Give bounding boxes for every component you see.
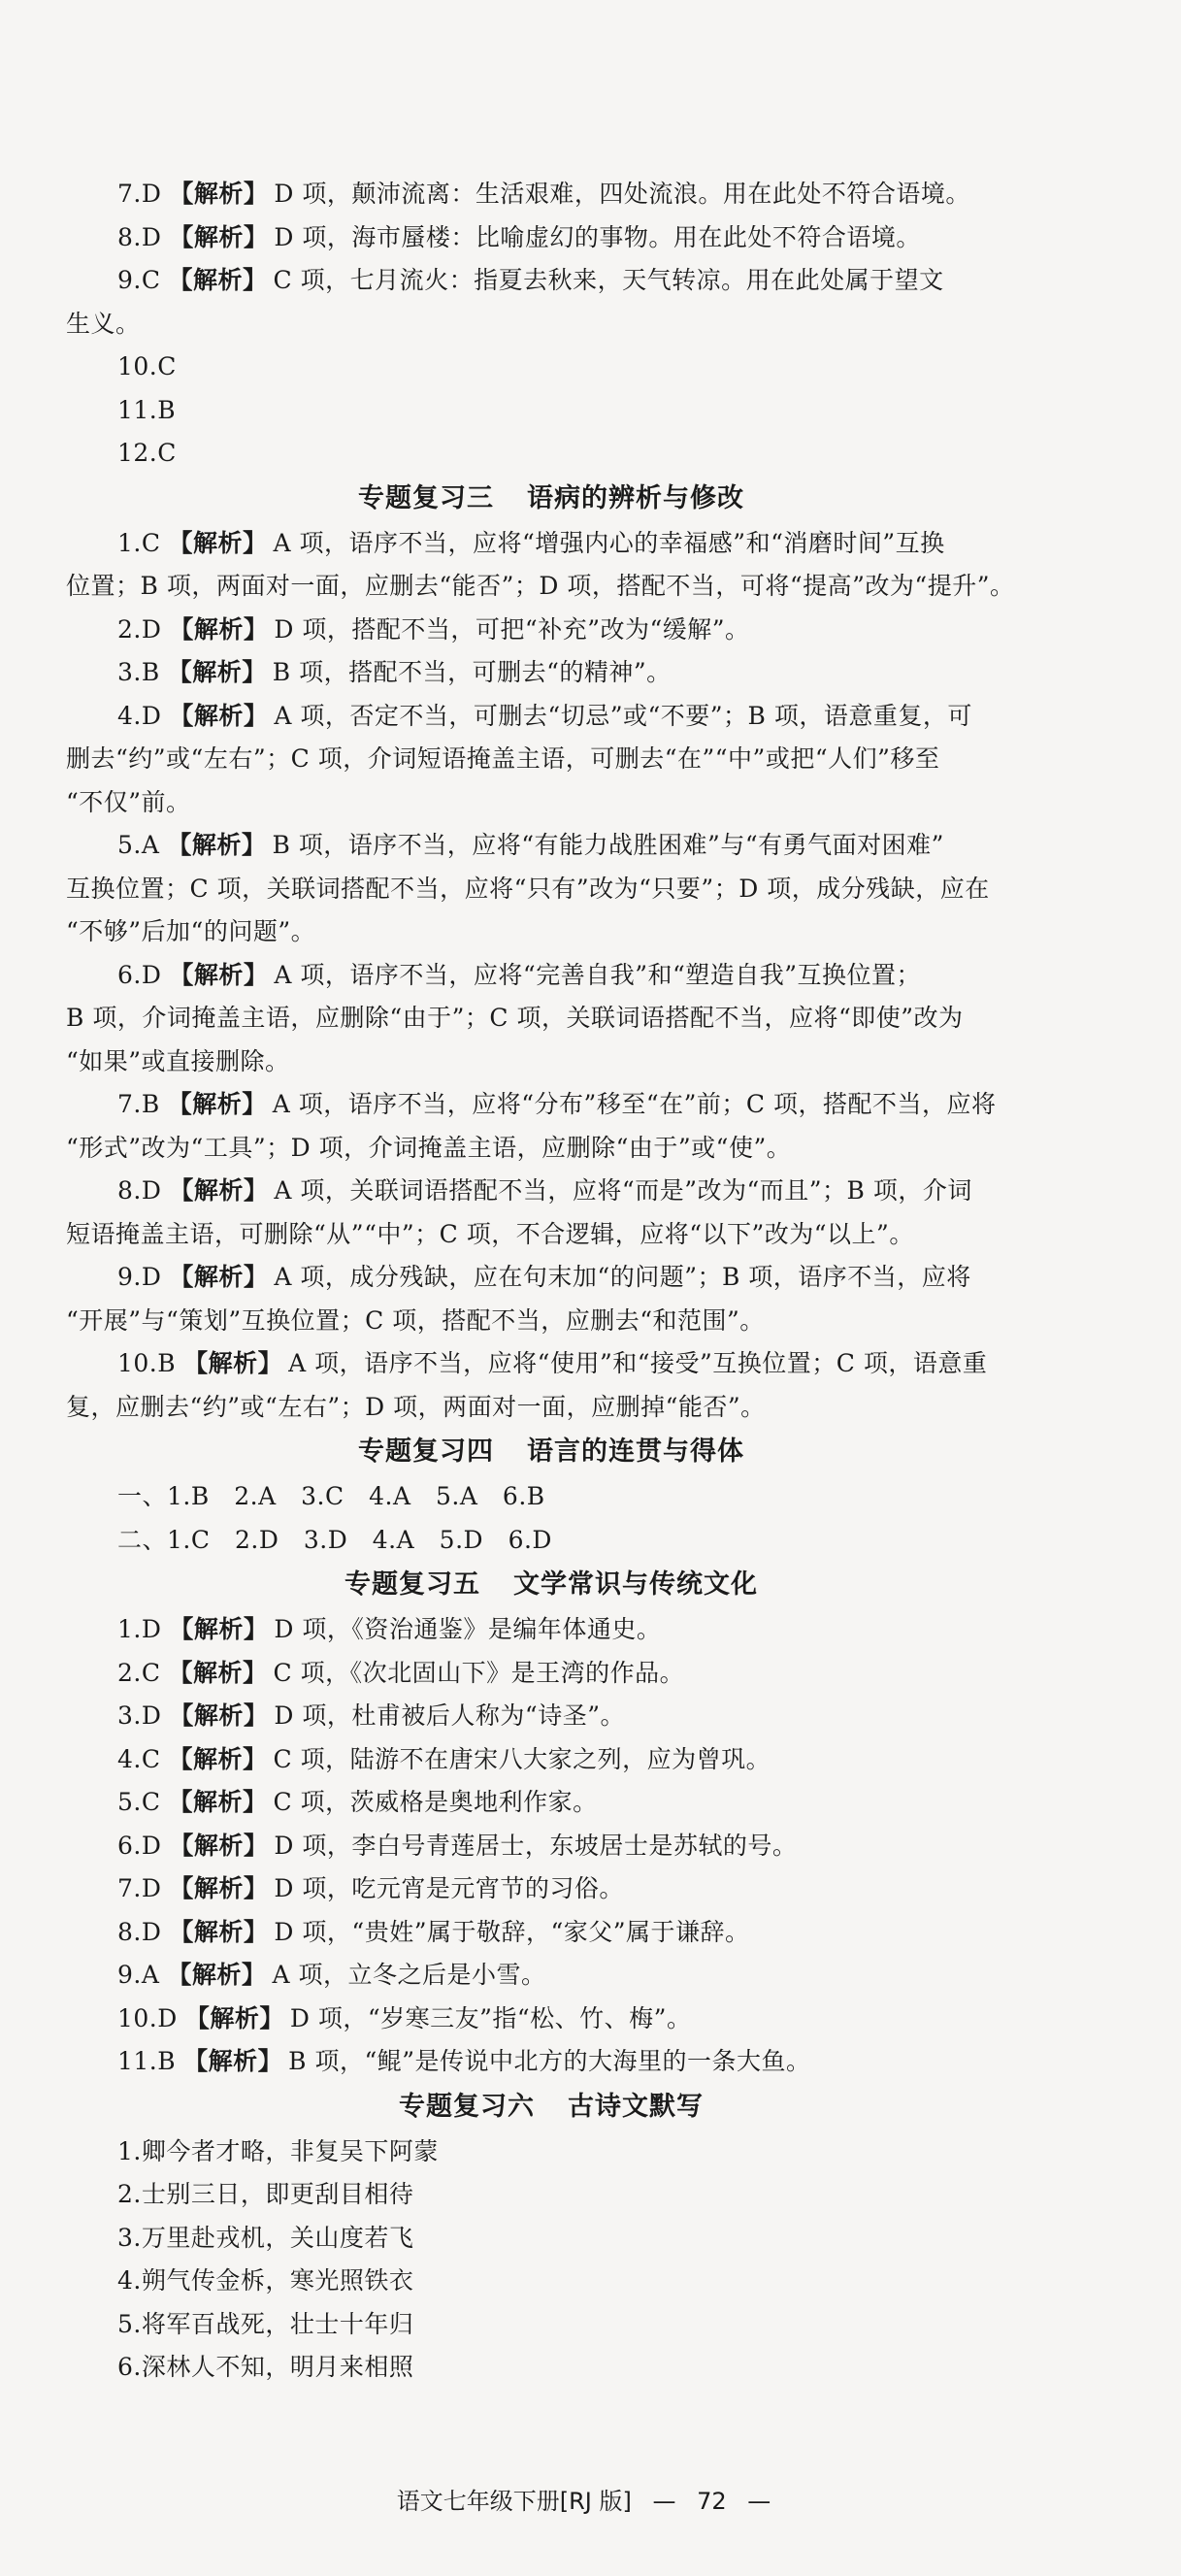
answer-text: 生义。: [66, 309, 141, 338]
answer-text: A 项，语序不当，应将“使用”和“接受”互换位置；C 项，语意重: [288, 1349, 988, 1377]
answer-number: 3.: [117, 2223, 142, 2252]
answer-number: 2.C: [117, 1658, 161, 1687]
answer-text: A 项，否定不当，可删去“切忌”或“不要”；B 项，语意重复，可: [274, 701, 972, 730]
answer-continuation: [66, 868, 1036, 911]
answer-item: [66, 1475, 1036, 1519]
answer-text: D 项，李白号青莲居士，东坡居士是苏轼的号。: [274, 1831, 798, 1860]
analysis-tag: 【解析】: [169, 1701, 269, 1730]
answer-number: 11.B: [117, 395, 177, 424]
answer-text: A 项，语序不当，应将“完善自我”和“塑造自我”互换位置；: [274, 960, 922, 989]
answer-text: C 项，七月流火：指夏去秋来，天气转凉。用在此处属于望文: [273, 266, 944, 294]
answer-item: [66, 2040, 1036, 2084]
answer-item: [66, 695, 1036, 739]
answer-continuation: [66, 910, 1036, 954]
answer-continuation: [66, 997, 1036, 1040]
answer-text: D 项，“岁寒三友”指“松、竹、梅”。: [289, 2003, 692, 2032]
analysis-tag: 【解析】: [169, 1874, 269, 1902]
answer-number: 6.: [117, 2353, 142, 2381]
answer-number: 4.C: [117, 1744, 161, 1773]
answer-text: A 项，语序不当，应将“增强内心的幸福感”和“消磨时间”互换: [273, 528, 945, 557]
answer-number: 9.C: [117, 266, 161, 294]
analysis-tag: 【解析】: [168, 266, 268, 294]
answer-item: [66, 173, 1036, 216]
analysis-tag: 【解析】: [169, 222, 269, 251]
section-title: 古诗文默写: [568, 2091, 704, 2122]
answer-text: “不仅”前。: [66, 787, 191, 816]
answer-item: [66, 1256, 1036, 1300]
answer-text: B 项，语序不当，应将“有能力战胜困难”与“有勇气面对困难”: [272, 831, 944, 859]
footer-dash-right: —: [747, 2488, 771, 2515]
answer-number: 8.D: [117, 1176, 162, 1205]
answer-item: [66, 259, 1036, 303]
answer-continuation: [66, 781, 1036, 825]
answer-item: [66, 1083, 1036, 1127]
answer-item: [66, 1867, 1036, 1911]
analysis-tag: 【解析】: [169, 614, 269, 644]
page-number: 72: [697, 2488, 727, 2515]
answer-text: A 项，语序不当，应将“分布”移至“在”前；C 项，搭配不当，应将: [272, 1090, 997, 1118]
answer-text: C 项，《次北固山下》是王湾的作品。: [273, 1658, 685, 1687]
answer-text: 士别三日，即更刮目相待: [141, 2180, 414, 2208]
answer-item: [66, 346, 1036, 389]
answer-item: [66, 824, 1036, 868]
answer-number: 1.D: [117, 1615, 162, 1643]
answer-item: [66, 2260, 1036, 2303]
answer-text: B 项，“鲲”是传说中北方的大海里的一条大鱼。: [288, 2047, 811, 2075]
answer-number: 10.C: [117, 352, 177, 380]
footer-dash-left: —: [652, 2488, 676, 2515]
answer-item: [66, 2130, 1036, 2174]
analysis-tag: 【解析】: [167, 831, 267, 859]
answer-number: 7.D: [117, 1874, 162, 1902]
answer-text: D 项，颠沛流离：生活艰难，四处流浪。用在此处不符合语境。: [274, 180, 970, 208]
analysis-tag: 【解析】: [169, 960, 269, 989]
answer-number: 7.B: [117, 1090, 160, 1118]
answer-number: 9.A: [117, 1961, 160, 1989]
section-heading: [66, 1429, 1036, 1475]
answer-item: [66, 1695, 1036, 1738]
answer-number: 3.D: [117, 1701, 162, 1730]
answer-text: 互换位置；C 项，关联词搭配不当，应将“只有”改为“只要”；D 项，成分残缺，应在: [66, 874, 990, 903]
answer-item: [66, 651, 1036, 695]
answer-text: A 项，关联词语搭配不当，应将“而是”改为“而且”；B 项，介词: [274, 1176, 972, 1205]
section-number: 专题复习四: [358, 1437, 494, 1467]
analysis-tag: 【解析】: [169, 1917, 269, 1946]
answer-number: 9.D: [117, 1263, 162, 1291]
answer-number: 10.B: [117, 1349, 177, 1377]
page-footer: [0, 2482, 1181, 2516]
answer-text: D 项，搭配不当，可把“补充”改为“缓解”。: [274, 614, 750, 644]
answer-item: [66, 432, 1036, 476]
analysis-tag: 【解析】: [169, 1831, 269, 1860]
section-heading: [66, 476, 1036, 522]
answer-continuation: [66, 1300, 1036, 1343]
answer-text: 卿今者才略，非复吴下阿蒙: [141, 2136, 439, 2165]
answer-continuation: [66, 738, 1036, 781]
answer-text: C 项，茨威格是奥地利作家。: [273, 1788, 598, 1816]
answer-continuation: [66, 1040, 1036, 1084]
answer-item: [66, 1954, 1036, 1998]
answer-text: 位置；B 项，两面对一面，应删去“能否”；D 项，搭配不当，可将“提高”改为“提升”。: [66, 572, 1015, 600]
answer-number: 3.B: [117, 658, 160, 686]
answer-number: 1.C: [117, 528, 161, 557]
analysis-tag: 【解析】: [169, 1615, 269, 1643]
answer-item: [66, 2303, 1036, 2347]
answer-continuation: [66, 303, 1036, 347]
answer-text: 一、1.B 2.A 3.C 4.A 5.A 6.B: [117, 1482, 545, 1510]
analysis-tag: 【解析】: [184, 2003, 284, 2032]
answer-number: 11.B: [117, 2047, 177, 2075]
answer-text: “形式”改为“工具”；D 项，介词掩盖主语，应删除“由于”或“使”。: [66, 1133, 792, 1162]
answer-text: 复，应删去“约”或“左右”；D 项，两面对一面，应删掉“能否”。: [66, 1392, 766, 1421]
footer-book-title: 语文七年级下册[RJ 版]: [396, 2488, 632, 2515]
answer-text: D 项，吃元宵是元宵节的习俗。: [274, 1874, 624, 1902]
analysis-tag: 【解析】: [167, 1090, 267, 1118]
answer-item: [66, 522, 1036, 566]
answer-item: [66, 1608, 1036, 1652]
answer-item: [66, 2217, 1036, 2261]
answer-text: D 项，《资治通鉴》是编年体通史。: [274, 1615, 662, 1643]
answer-text: 二、1.C 2.D 3.D 4.A 5.D 6.D: [117, 1525, 552, 1554]
answer-text: A 项，成分残缺，应在句末加“的问题”；B 项，语序不当，应将: [274, 1263, 971, 1291]
answer-item: [66, 1781, 1036, 1825]
answer-number: 7.D: [117, 180, 162, 208]
answer-item: [66, 1998, 1036, 2041]
answer-text: “如果”或直接删除。: [66, 1046, 290, 1075]
answer-text: B 项，介词掩盖主语，应删除“由于”；C 项，关联词语搭配不当，应将“即使”改为: [66, 1004, 964, 1032]
section-title: 语言的连贯与得体: [527, 1437, 744, 1467]
answer-number: 5.: [117, 2309, 142, 2338]
analysis-tag: 【解析】: [168, 1788, 268, 1816]
answer-number: 2.: [117, 2180, 142, 2208]
answer-item: [66, 1519, 1036, 1563]
answer-text: 朔气传金柝，寒光照铁衣: [141, 2266, 414, 2295]
answer-text: 深林人不知，明月来相照: [141, 2353, 414, 2381]
answer-item: [66, 1825, 1036, 1868]
answer-text: A 项，立冬之后是小雪。: [272, 1961, 546, 1989]
section-title: 语病的辨析与修改: [527, 482, 744, 513]
answer-item: [66, 1652, 1036, 1696]
answer-item: [66, 216, 1036, 260]
answer-number: 12.C: [117, 439, 177, 467]
answer-continuation: [66, 1386, 1036, 1430]
answer-item: [66, 1911, 1036, 1955]
answer-text: D 项，海市蜃楼：比喻虚幻的事物。用在此处不符合语境。: [274, 222, 921, 251]
answer-text: “不够”后加“的问题”。: [66, 917, 316, 945]
answer-item: [66, 954, 1036, 998]
answer-item: [66, 2173, 1036, 2217]
answer-item: [66, 2346, 1036, 2390]
analysis-tag: 【解析】: [169, 701, 269, 730]
analysis-tag: 【解析】: [168, 1658, 268, 1687]
answer-number: 5.C: [117, 1788, 161, 1816]
analysis-tag: 【解析】: [183, 1349, 283, 1377]
answer-item: [66, 1170, 1036, 1213]
answer-number: 2.D: [117, 614, 162, 644]
answer-content: [66, 173, 1036, 2390]
answer-number: 6.D: [117, 960, 162, 989]
section-number: 专题复习三: [358, 482, 494, 513]
answer-text: C 项，陆游不在唐宋八大家之列，应为曾巩。: [273, 1744, 771, 1773]
analysis-tag: 【解析】: [169, 180, 269, 208]
answer-item: [66, 1342, 1036, 1386]
answer-continuation: [66, 1213, 1036, 1257]
answer-number: 6.D: [117, 1831, 162, 1860]
answer-number: 5.A: [117, 831, 160, 859]
analysis-tag: 【解析】: [169, 1176, 269, 1205]
section-title: 文学常识与传统文化: [513, 1569, 758, 1600]
analysis-tag: 【解析】: [167, 1961, 267, 1989]
section-number: 专题复习六: [399, 2091, 535, 2122]
answer-number: 4.D: [117, 701, 162, 730]
analysis-tag: 【解析】: [167, 658, 267, 686]
answer-continuation: [66, 1127, 1036, 1171]
answer-text: 万里赴戎机，关山度若飞: [141, 2223, 414, 2252]
answer-item: [66, 609, 1036, 652]
answer-number: 8.D: [117, 1917, 162, 1946]
answer-text: 将军百战死，壮士十年归: [141, 2309, 414, 2338]
answer-number: 1.: [117, 2136, 142, 2165]
analysis-tag: 【解析】: [169, 1263, 269, 1291]
section-heading: [66, 2084, 1036, 2130]
analysis-tag: 【解析】: [183, 2047, 283, 2075]
analysis-tag: 【解析】: [168, 1744, 268, 1773]
answer-text: 短语掩盖主语，可删除“从”“中”；C 项，不合逻辑，应将“以下”改为“以上”。: [66, 1219, 914, 1248]
answer-text: D 项，杜甫被后人称为“诗圣”。: [274, 1701, 625, 1730]
section-number: 专题复习五: [344, 1569, 480, 1600]
answer-text: B 项，搭配不当，可删去“的精神”。: [272, 658, 672, 686]
answer-text: D 项，“贵姓”属于敬辞，“家父”属于谦辞。: [274, 1917, 750, 1946]
answer-number: 10.D: [117, 2003, 178, 2032]
section-heading: [66, 1562, 1036, 1608]
answer-item: [66, 389, 1036, 433]
answer-text: “开展”与“策划”互换位置；C 项，搭配不当，应删去“和范围”。: [66, 1305, 765, 1335]
answer-continuation: [66, 565, 1036, 609]
answer-item: [66, 1738, 1036, 1782]
analysis-tag: 【解析】: [168, 528, 268, 557]
answer-number: 8.D: [117, 222, 162, 251]
answer-number: 4.: [117, 2266, 142, 2295]
answer-text: 删去“约”或“左右”；C 项，介词短语掩盖主语，可删去“在”“中”或把“人们”移至: [66, 744, 940, 773]
